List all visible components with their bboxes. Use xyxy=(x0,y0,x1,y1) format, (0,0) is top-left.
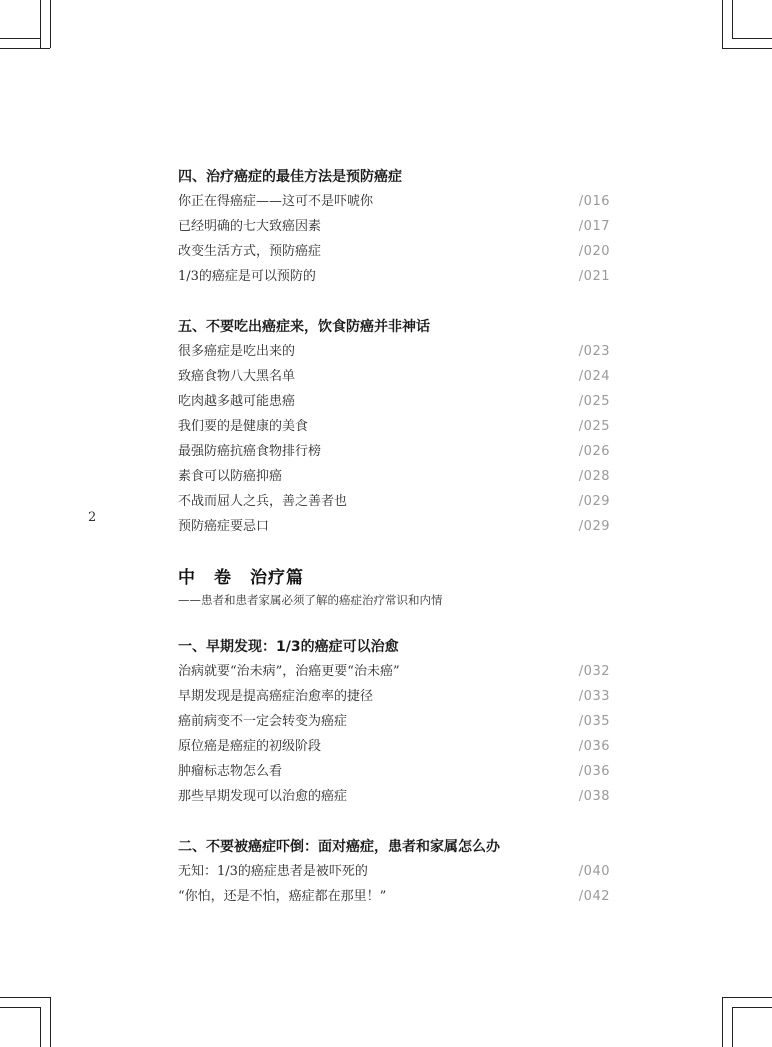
crop-mark xyxy=(722,48,772,49)
entry-title: 不战而屈人之兵，善之善者也 xyxy=(178,494,348,509)
toc-entry[interactable] xyxy=(178,339,610,364)
volume-header xyxy=(178,565,610,609)
crop-mark xyxy=(0,38,40,39)
entry-page: /017 xyxy=(578,219,610,234)
toc-section-2 xyxy=(178,835,610,909)
toc-entry[interactable] xyxy=(178,859,610,884)
section-heading: 一、早期发现：1/3的癌症可以治愈 xyxy=(178,639,399,655)
toc-entry[interactable] xyxy=(178,264,610,289)
entry-title: 素食可以防癌抑癌 xyxy=(178,469,283,484)
entry-title: 已经明确的七大致癌因素 xyxy=(178,219,322,234)
entry-page: /033 xyxy=(578,689,610,704)
entry-page: /040 xyxy=(578,864,610,879)
entry-page: /035 xyxy=(578,714,610,729)
entry-title: 原位癌是癌症的初级阶段 xyxy=(178,739,322,754)
toc-entry[interactable] xyxy=(178,439,610,464)
toc-entry[interactable] xyxy=(178,759,610,784)
entry-page: /025 xyxy=(578,419,610,434)
entry-page: /024 xyxy=(578,369,610,384)
entry-title: 无知：1/3的癌症患者是被吓死的 xyxy=(178,864,368,879)
crop-mark xyxy=(50,0,51,48)
entry-title: 治病就要“治未病”，治癌更要“治未癌” xyxy=(178,664,400,679)
crop-mark xyxy=(722,0,723,48)
section-heading: 二、不要被癌症吓倒：面对癌症，患者和家属怎么办 xyxy=(178,839,500,855)
toc-section-5 xyxy=(178,315,610,539)
table-of-contents xyxy=(178,165,610,909)
crop-mark xyxy=(40,0,41,48)
crop-mark xyxy=(732,1007,733,1047)
toc-entry[interactable] xyxy=(178,239,610,264)
toc-entry[interactable] xyxy=(178,884,610,909)
entry-page: /029 xyxy=(578,519,610,534)
entry-page: /021 xyxy=(578,269,610,284)
toc-entry[interactable] xyxy=(178,514,610,539)
entry-title: 我们要的是健康的美食 xyxy=(178,419,309,434)
volume-title: 中 卷 治疗篇 xyxy=(178,568,304,588)
entry-page: /023 xyxy=(578,344,610,359)
toc-entry[interactable] xyxy=(178,734,610,759)
entry-page: /020 xyxy=(578,244,610,259)
crop-mark xyxy=(50,997,51,1047)
entry-title: 预防癌症要忌口 xyxy=(178,519,270,534)
entry-page: /016 xyxy=(578,194,610,209)
volume-subtitle: ——患者和患者家属必须了解的癌症治疗常识和内情 xyxy=(178,593,443,607)
entry-title: 1/3的癌症是可以预防的 xyxy=(178,269,316,284)
toc-entry[interactable] xyxy=(178,464,610,489)
toc-section-4 xyxy=(178,165,610,289)
entry-title: 改变生活方式，预防癌症 xyxy=(178,244,322,259)
toc-entry[interactable] xyxy=(178,214,610,239)
entry-page: /029 xyxy=(578,494,610,509)
toc-entry[interactable] xyxy=(178,709,610,734)
entry-page: /028 xyxy=(578,469,610,484)
entry-page: /032 xyxy=(578,664,610,679)
entry-title: 肿瘤标志物怎么看 xyxy=(178,764,283,779)
crop-mark xyxy=(732,38,772,39)
entry-page: /036 xyxy=(578,739,610,754)
crop-mark xyxy=(40,1007,41,1047)
crop-mark xyxy=(722,997,772,998)
crop-mark xyxy=(0,1007,40,1008)
entry-title: 很多癌症是吃出来的 xyxy=(178,344,296,359)
entry-title: 最强防癌抗癌食物排行榜 xyxy=(178,444,322,459)
crop-mark xyxy=(0,997,50,998)
entry-page: /026 xyxy=(578,444,610,459)
entry-title: 那些早期发现可以治愈的癌症 xyxy=(178,789,348,804)
toc-entry[interactable] xyxy=(178,684,610,709)
section-heading: 四、治疗癌症的最佳方法是预防癌症 xyxy=(178,169,402,185)
entry-title: “你怕，还是不怕，癌症都在那里！” xyxy=(178,889,387,904)
entry-title: 你正在得癌症——这可不是吓唬你 xyxy=(178,194,374,209)
entry-title: 吃肉越多越可能患癌 xyxy=(178,394,296,409)
entry-page: /025 xyxy=(578,394,610,409)
toc-entry[interactable] xyxy=(178,659,610,684)
toc-entry[interactable] xyxy=(178,489,610,514)
toc-entry[interactable] xyxy=(178,784,610,809)
crop-mark xyxy=(722,997,723,1047)
entry-title: 早期发现是提高癌症治愈率的捷径 xyxy=(178,689,374,704)
crop-mark xyxy=(732,0,733,38)
crop-mark xyxy=(732,1007,772,1008)
entry-page: /036 xyxy=(578,764,610,779)
page-number: 2 xyxy=(88,510,97,525)
toc-entry[interactable] xyxy=(178,189,610,214)
toc-section-1 xyxy=(178,635,610,809)
toc-entry[interactable] xyxy=(178,414,610,439)
section-heading: 五、不要吃出癌症来，饮食防癌并非神话 xyxy=(178,319,430,335)
toc-entry[interactable] xyxy=(178,389,610,414)
crop-mark xyxy=(0,48,50,49)
entry-page: /042 xyxy=(578,889,610,904)
entry-page: /038 xyxy=(578,789,610,804)
entry-title: 癌前病变不一定会转变为癌症 xyxy=(178,714,348,729)
entry-title: 致癌食物八大黑名单 xyxy=(178,369,296,384)
toc-entry[interactable] xyxy=(178,364,610,389)
